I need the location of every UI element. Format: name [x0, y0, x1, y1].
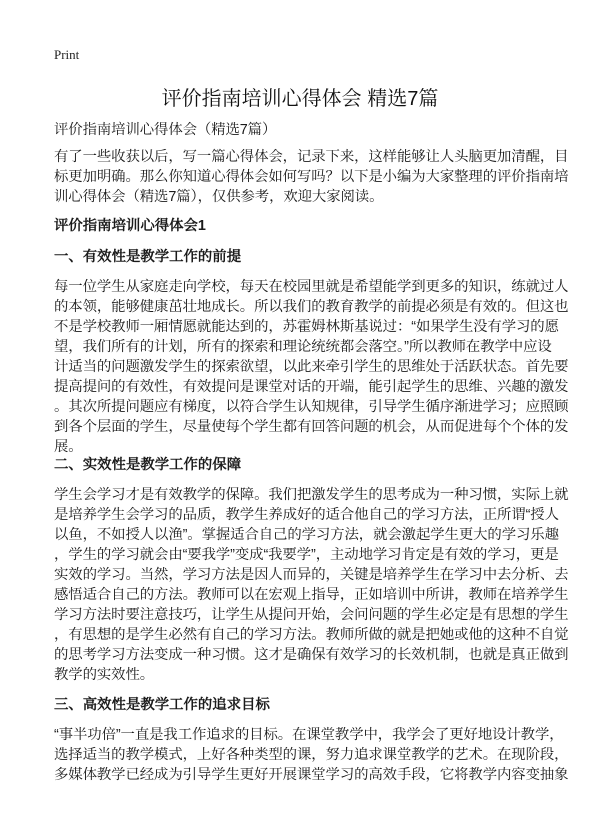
text-line: 计适当的问题激发学生的探索欲望，以此来牵引学生的思维处于活跃状态。首先要 [54, 359, 569, 375]
subtitle: 评价指南培训心得体会（精选7篇） [54, 122, 277, 138]
text-line: 的思考学习方法变成一种习惯。这才是确保有效学习的长效机制，也就是真正做到 [54, 647, 569, 663]
section-heading: 一、有效性是教学工作的前提 [54, 249, 242, 265]
text-line: 。其次所提问题应有梯度，以符合学生认知规律，引导学生循序渐进学习；应照顾 [54, 399, 569, 415]
page-title: 评价指南培训心得体会 精选7篇 [161, 88, 439, 110]
section-heading: 三、高效性是教学工作的追求目标 [54, 697, 270, 713]
text-line: 望，我们所有的计划，所有的探索和理论统统都会落空。”所以教师在教学中应设 [54, 339, 552, 355]
section-heading: 二、实效性是教学工作的保障 [54, 457, 242, 473]
text-line: ，有思想的是学生必然有自己的学习方法。教师所做的就是把她或他的这种不自觉 [54, 627, 569, 643]
text-line: 实效的学习。当然，学习方法是因人而异的，关键是培养学生在学习中去分析、去 [54, 567, 569, 583]
text-line: 感悟适合自己的方法。教师可以在宏观上指导，正如培训中所讲，教师在培养学生 [54, 587, 569, 603]
text-line: 的本领，能够健康茁壮地成长。所以我们的教育教学的前提必须是有效的。但这也 [54, 299, 569, 315]
text-line: 不是学校教师一厢情愿就能达到的，苏霍姆林斯基说过：“如果学生没有学习的愿 [54, 319, 559, 335]
text-line: 每一位学生从家庭走向学校，每天在校园里就是希望能学到更多的知识，练就过人 [54, 279, 569, 295]
text-line: “事半功倍”一直是我工作追求的目标。在课堂教学中，我学会了更好地设计教学， [54, 727, 564, 743]
text-line: 标更加明确。那么你知道心得体会如何写吗？以下是小编为大家整理的评价指南培 [54, 169, 569, 185]
text-line: 提高提问的有效性，有效提问是课堂对话的开端，能引起学生的思维、兴趣的激发 [54, 379, 569, 395]
text-line: ，学生的学习就会由“要我学”变成“我要学”，主动地学习肯定是有效的学习，更是 [54, 547, 559, 563]
text-line: 展。 [54, 439, 83, 455]
intro-paragraph [54, 147, 569, 207]
section-paragraph [54, 277, 569, 457]
text-line: 以鱼，不如授人以渔”。掌握适合自己的学习方法，就会激起学生更大的学习乐趣 [54, 527, 559, 543]
text-line: 是培养学生会学习的品质，教学生养成好的适合他自己的学习方法，正所谓“授人 [54, 507, 559, 523]
text-line: 学习方法时要注意技巧，让学生从提问开始，会问问题的学生必定是有思想的学生 [54, 607, 569, 623]
text-line: 训心得体会（精选7篇），仅供参考，欢迎大家阅读。 [54, 189, 384, 205]
text-line: 选择适当的教学模式，上好各种类型的课，努力追求课堂教学的艺术。在现阶段， [54, 747, 569, 763]
section-paragraph [54, 725, 569, 785]
text-line: 学生会学习才是有效教学的保障。我们把激发学生的思考成为一种习惯，实际上就 [54, 487, 569, 503]
text-line: 有了一些收获以后，写一篇心得体会，记录下来，这样能够让人头脑更加清醒，目 [54, 149, 569, 165]
section-paragraph [54, 485, 569, 685]
text-line: 多媒体教学已经成为引导学生更好开展课堂学习的高效手段，它将教学内容变抽象 [54, 767, 569, 783]
print-link[interactable]: Print [54, 47, 80, 62]
article-heading: 评价指南培训心得体会1 [54, 218, 206, 234]
text-line: 教学的实效性。 [54, 667, 155, 683]
text-line: 到各个层面的学生，尽量使每个学生都有回答问题的机会，从而促进每个个体的发 [54, 419, 569, 435]
